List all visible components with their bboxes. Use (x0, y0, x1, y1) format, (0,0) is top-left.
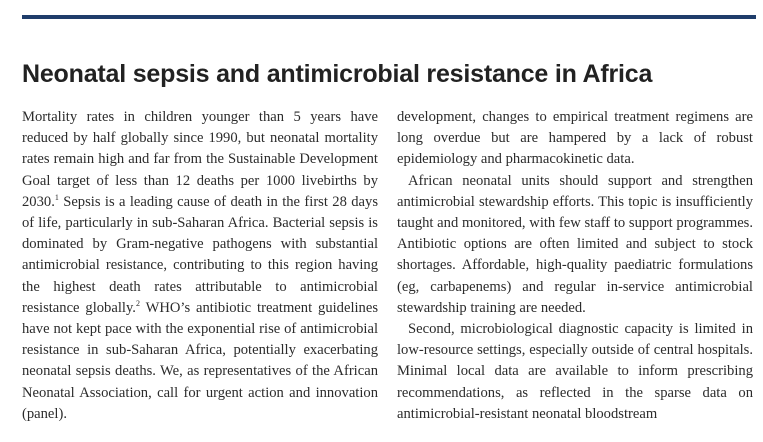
reference-marker[interactable]: 1 (54, 192, 59, 202)
paragraph-continuation: development, changes to empirical treatment regimens are long overdue but are hampered by a lack of robust epidemiology and pharmacokinetic data. (397, 109, 753, 168)
article-title: Neonatal sepsis and antimicrobial resistance in Africa (22, 60, 653, 88)
paragraph-text: Mortality rates in children younger than 5 years have reduced by half globally since 1990, but neonatal mortality rates remain high and far from the Sustainable Development Goal target of less than 12 deaths per 1000 livebirths by 2030. (22, 109, 378, 210)
paragraph-text: WHO’s antibiotic treatment guidelines have not kept pace with the exponential rise of antimicrobial resistance in sub-Saharan Africa, potentially exacerbating neonatal sepsis deaths. We, as representatives of the African Neonatal Association, call for urgent action and innovation (panel). (22, 299, 379, 422)
reference-marker[interactable]: 2 (135, 298, 140, 308)
right-column (397, 107, 753, 425)
paragraph-intro (22, 107, 378, 425)
header-rule (22, 15, 756, 19)
paragraph-stewardship: African neonatal units should support and strengthen antimicrobial stewardship efforts. This topic is insufficiently taught and monitored, with few staff to support programmes. Antibiotic options are often limited and subject to stock shortages. Affordable, high-quality paediatric formulations (eg, carbapenems) and regular in-service antimicrobial stewardship training are needed. (397, 172, 753, 316)
left-column (22, 107, 378, 425)
paragraph-diagnostics: Second, microbiological diagnostic capacity is limited in low-resource settings, especially outside of central hospitals. Minimal local data are available to inform prescribing recommendations, as reflected in the sparse data on antimicrobial-resistant neonatal bloodstream (397, 321, 753, 422)
paragraph-text: Sepsis is a leading cause of death in the first 28 days of life, particularly in sub-Saharan Africa. Bacterial sepsis is dominated by Gram-negative pathogens with substantial antimicrobial resistance, contributing to this region having the highest death rates attributable to antimicrobial resistance globally. (22, 193, 378, 316)
